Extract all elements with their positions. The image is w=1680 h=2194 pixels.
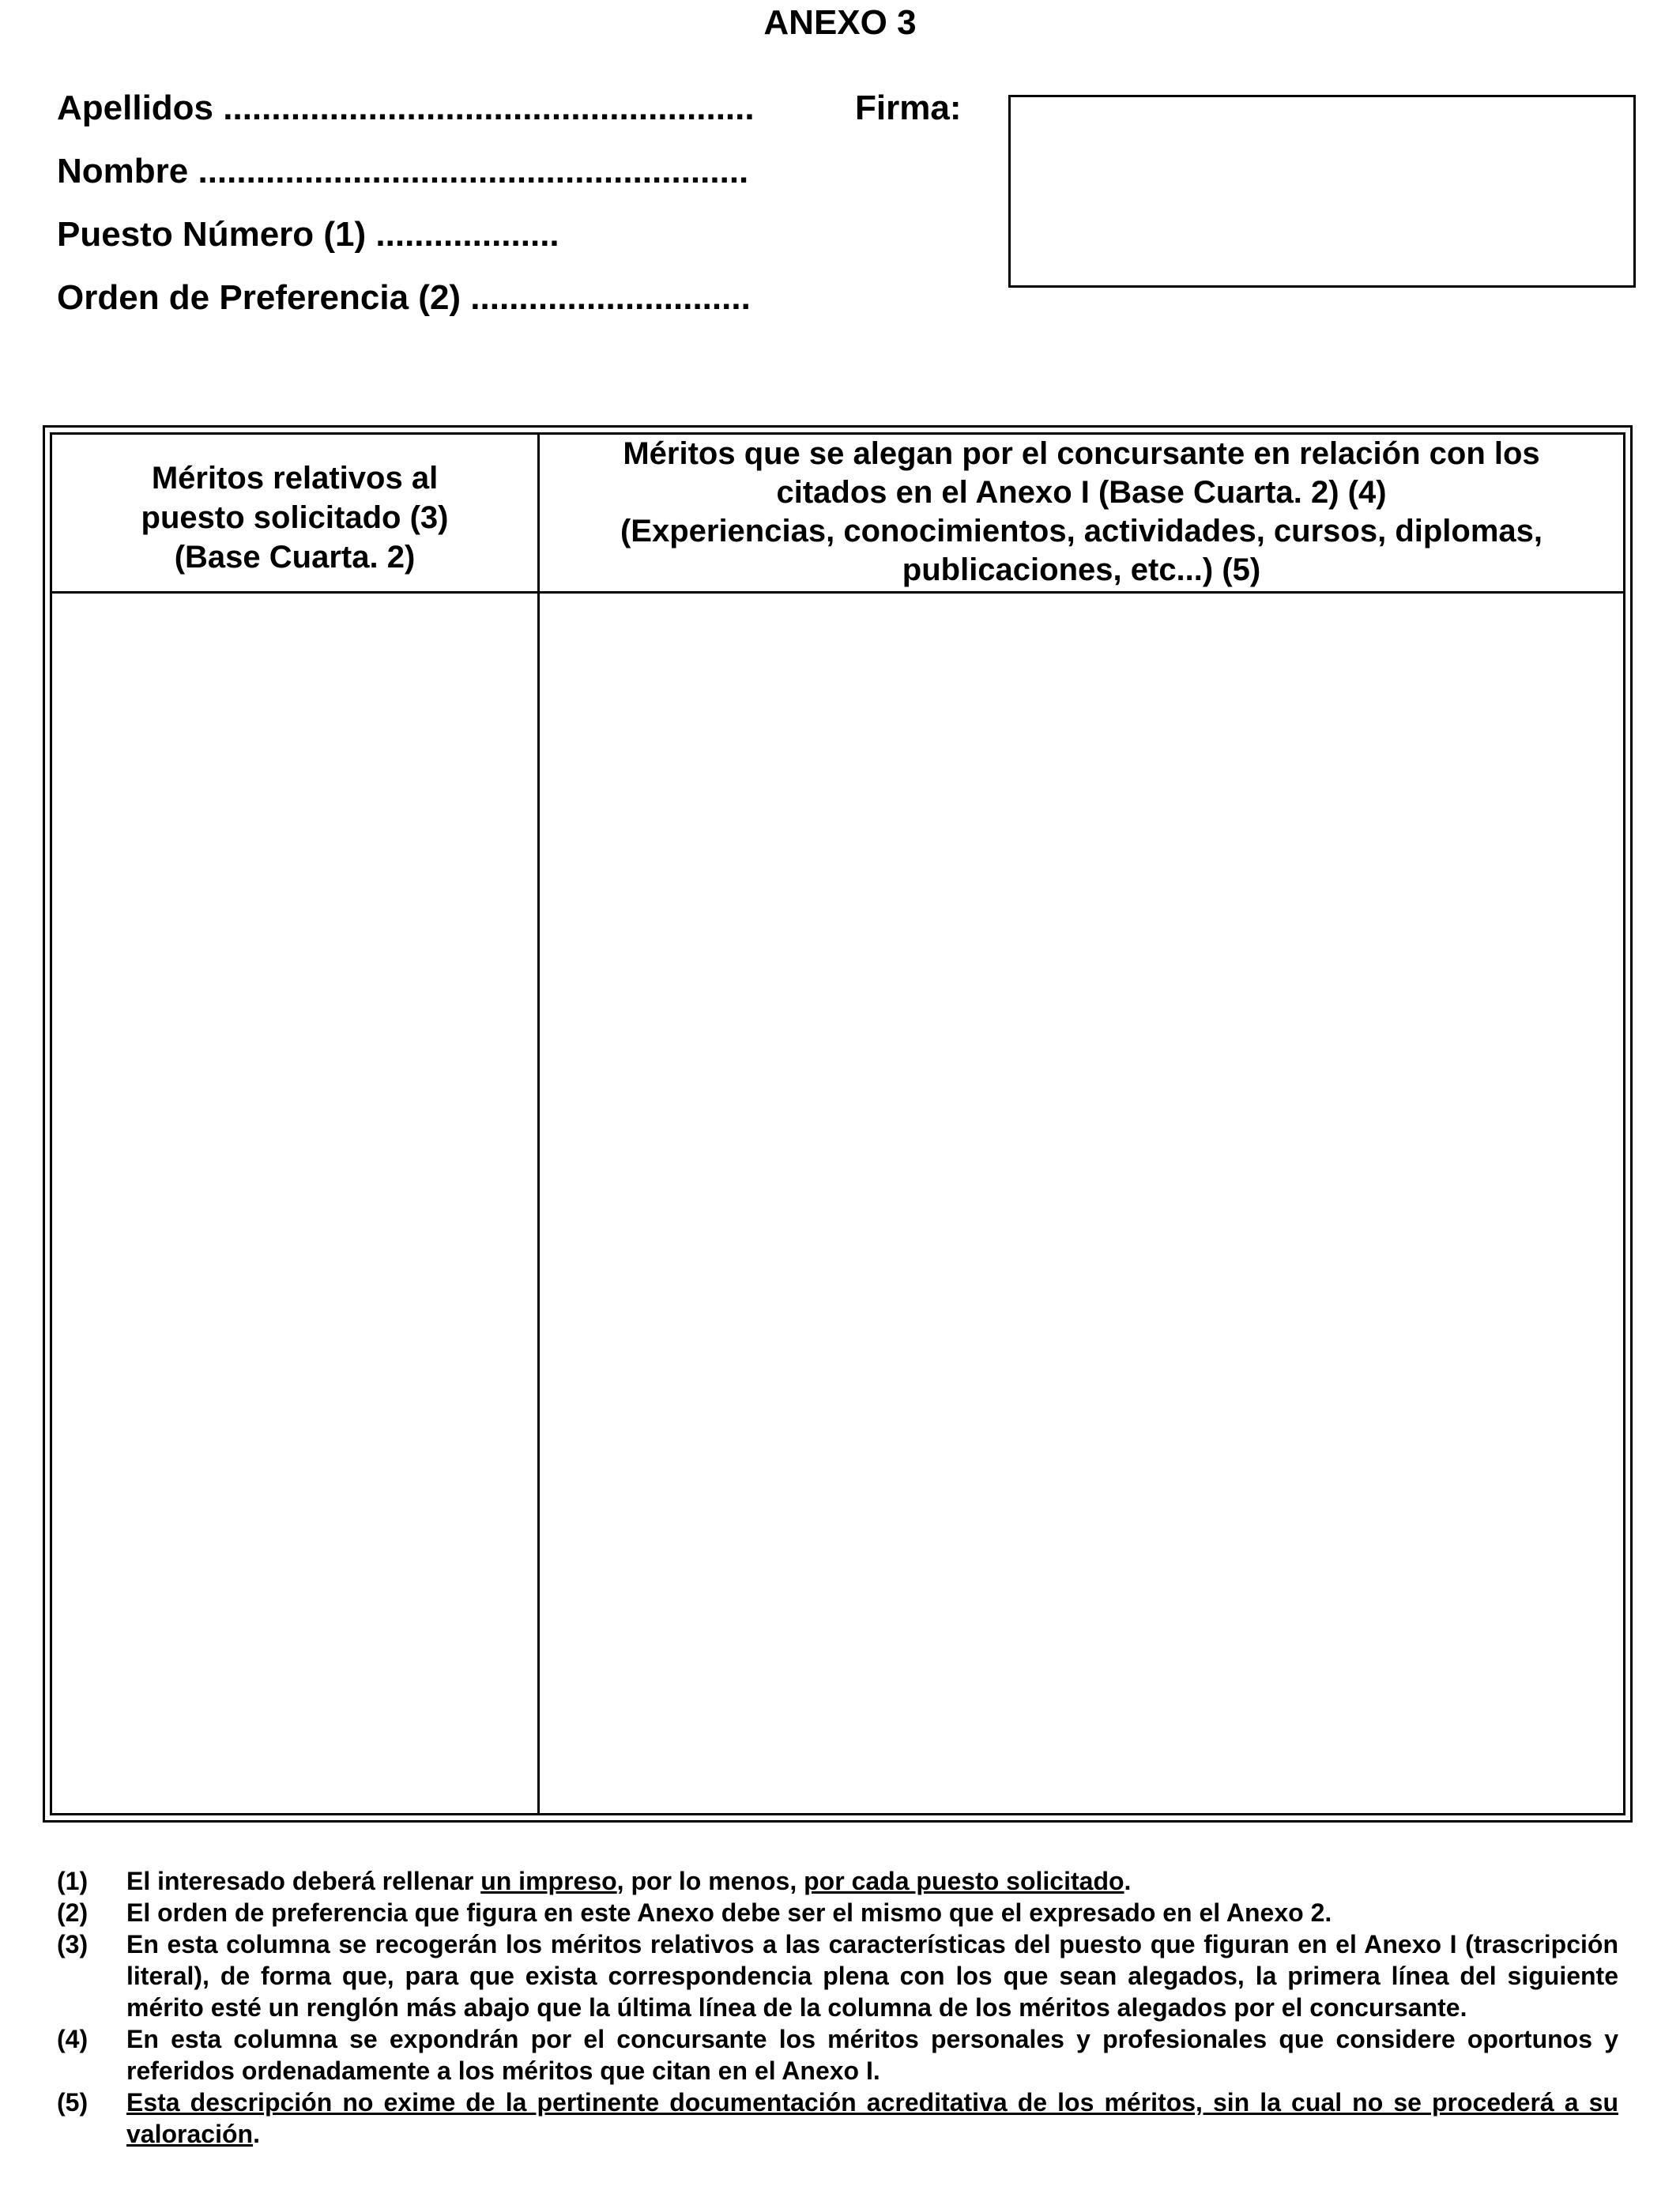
column-divider: [537, 435, 540, 1813]
footnote-5: (5) Esta descripción no exime de la pertinente documentación acreditativa de los méritos, sin la cual no se procederá a su valoración.: [57, 2088, 1618, 2148]
page-title: ANEXO 3: [763, 3, 917, 42]
signature-box[interactable]: [1008, 95, 1636, 288]
header-divider: [52, 591, 1623, 594]
column-header-merits-position: Méritos relativos al puesto solicitado (3) (Base Cuarta. 2): [141, 461, 449, 575]
footnote-3: (3) En esta columna se recogerán los méritos relativos a las características del puesto que figuran en el Anexo I (trascripción literal), de forma que, para que exista correspondencia plena con los que sean alegados, la primera línea del siguiente mérito esté un renglón más abajo que la última línea de la columna de los méritos alegados por el concursante.: [57, 1930, 1618, 2022]
footnote-2: (2) El orden de preferencia que figura en este Anexo debe ser el mismo que el expresado en el Anexo 2.: [57, 1898, 1332, 1927]
footnote-1: (1) El interesado deberá rellenar un impreso, por lo menos, por cada puesto solicitado.: [57, 1867, 1132, 1895]
merits-table: [43, 425, 1633, 1823]
apellidos-field[interactable]: Apellidos .......................................................: [57, 89, 755, 127]
nombre-field[interactable]: Nombre .........................................................: [57, 152, 749, 190]
footnote-4: (4) En esta columna se expondrán por el concursante los méritos personales y profesionales que considere oportunos y referidos ordenadamente a los méritos que citan en el Anexo I.: [57, 2025, 1618, 2085]
orden-preferencia-field[interactable]: Orden de Preferencia (2) .............................: [57, 278, 751, 317]
puesto-numero-field[interactable]: Puesto Número (1) ...................: [57, 215, 559, 254]
footnotes: [57, 1865, 1618, 2150]
column-header-merits-alleged: Méritos que se alegan por el concursante en relación con los citados en el Anexo I (Base Cuarta. 2) (4) (Experiencias, conocimientos, actividades, cursos, diplomas, publicaciones, etc...) (5): [620, 436, 1543, 587]
firma-label: Firma:: [855, 89, 962, 127]
